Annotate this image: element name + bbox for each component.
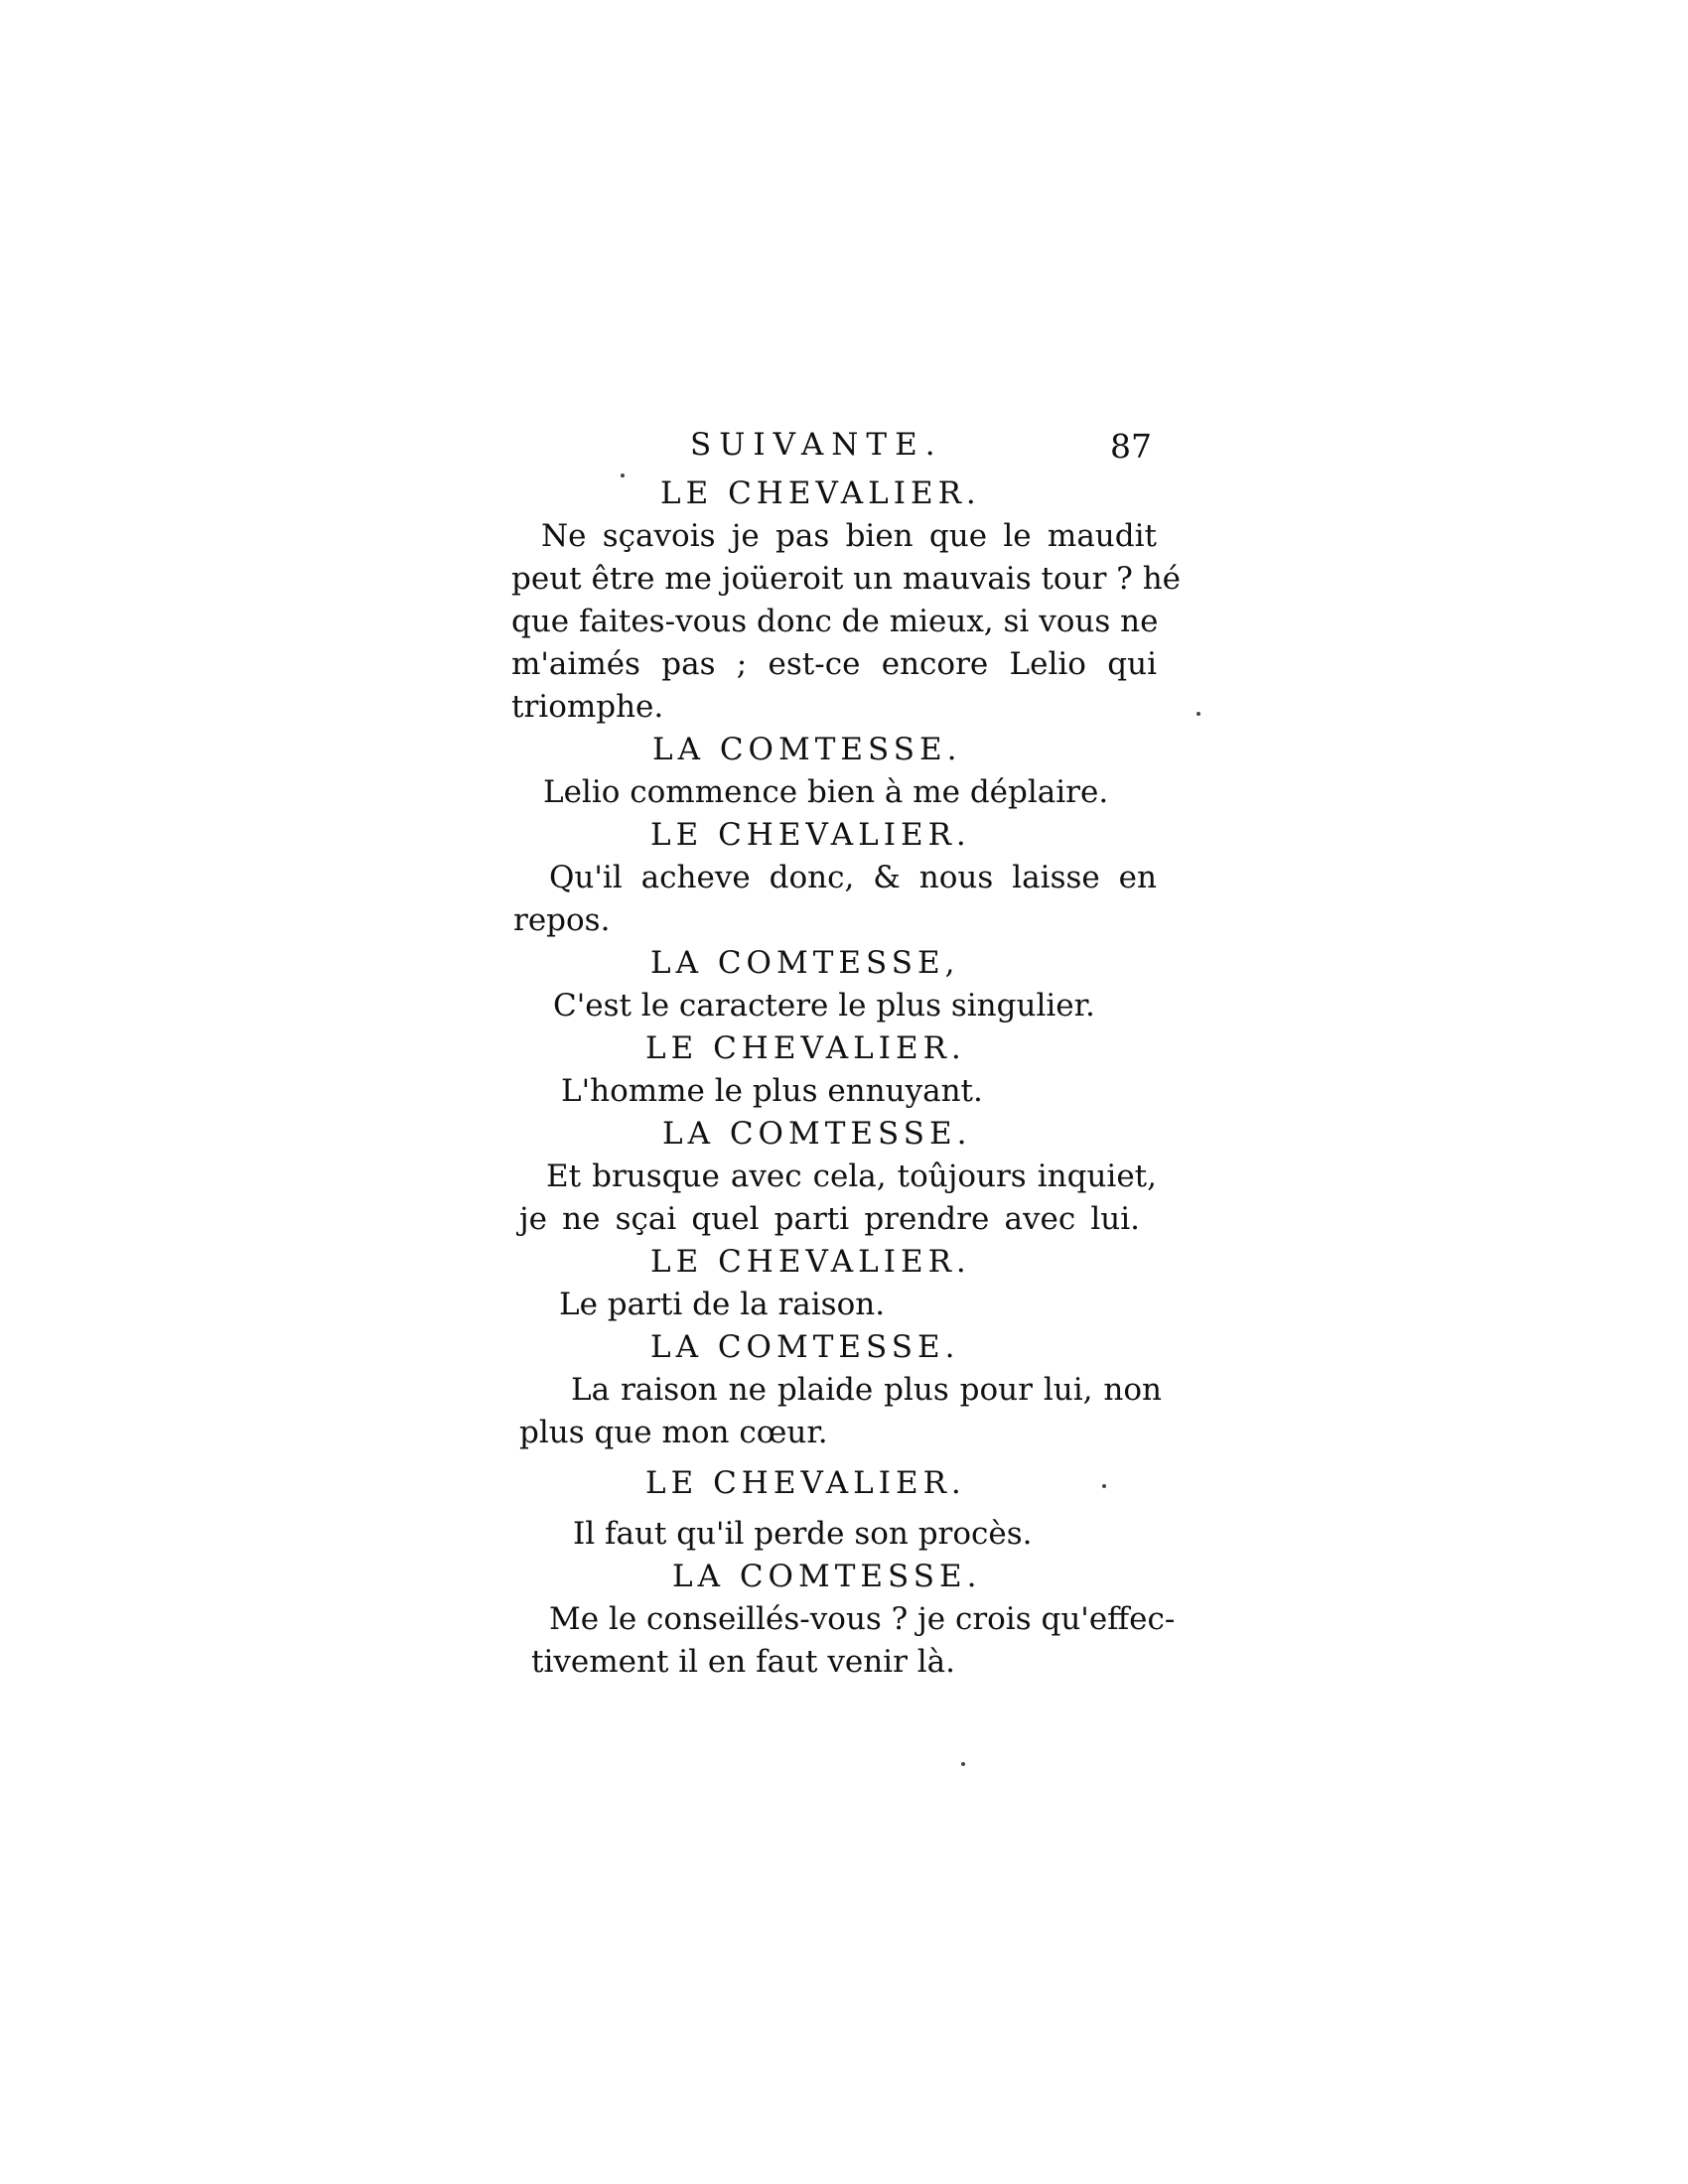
dialogue-line: Et brusque avec cela, toûjours inquiet, [546, 1159, 1157, 1194]
speaker-heading: LE CHEVALIER. [645, 1030, 966, 1066]
dialogue-line: que faites-vous donc de mieux, si vous ne [511, 604, 1159, 639]
dialogue-line: Ne sçavois je pas bien que le maudit [541, 518, 1157, 554]
speaker-heading: LE CHEVALIER. [645, 1465, 966, 1501]
ink-speck [1196, 712, 1200, 716]
dialogue-line: L'homme le plus ennuyant. [561, 1073, 983, 1109]
dialogue-line: C'est le caractere le plus singulier. [553, 988, 1095, 1024]
speaker-heading: LA COMTESSE. [650, 1329, 960, 1365]
dialogue-line: m'aimés pas ; est-ce encore Lelio qui [511, 646, 1157, 682]
dialogue-line: repos. [513, 902, 611, 938]
dialogue-line: plus que mon cœur. [519, 1415, 828, 1450]
dialogue-line: tivement il en faut venir là. [531, 1644, 955, 1680]
speaker-heading: LA COMTESSE, [650, 945, 960, 981]
dialogue-line: Qu'il acheve donc, & nous laisse en [549, 860, 1157, 895]
dialogue-line: Me le conseillés-vous ? je crois qu'effec- [549, 1601, 1176, 1637]
dialogue-line: peut être me joüeroit un mauvais tour ? hé [511, 561, 1182, 597]
dialogue-line: La raison ne plaide plus pour lui, non [571, 1372, 1162, 1408]
speaker-heading: LA COMTESSE. [652, 732, 962, 767]
spacer [501, 1505, 1172, 1513]
page-number: 87 [1110, 427, 1152, 466]
spacer [501, 1454, 1172, 1462]
speaker-heading: LA COMTESSE. [672, 1559, 982, 1594]
speaker-heading: LE CHEVALIER. [660, 476, 981, 511]
page-text-block [501, 427, 1182, 1684]
ink-speck [621, 474, 625, 478]
ink-speck [961, 1762, 965, 1766]
dialogue-line: triomphe. [511, 689, 664, 725]
running-title: SUIVANTE. [690, 427, 943, 463]
dialogue-line: Lelio commence bien à me déplaire. [543, 774, 1109, 810]
speaker-heading: LE CHEVALIER. [650, 817, 971, 853]
dialogue-line: je ne sçai quel parti prendre avec lui. [519, 1201, 1140, 1237]
running-head [501, 427, 1172, 473]
speaker-heading: LE CHEVALIER. [650, 1244, 971, 1280]
ink-speck [1102, 1484, 1106, 1488]
dialogue-line: Le parti de la raison. [559, 1287, 886, 1322]
dialogue-line: Il faut qu'il perde son procès. [573, 1516, 1033, 1552]
speaker-heading: LA COMTESSE. [662, 1116, 972, 1152]
